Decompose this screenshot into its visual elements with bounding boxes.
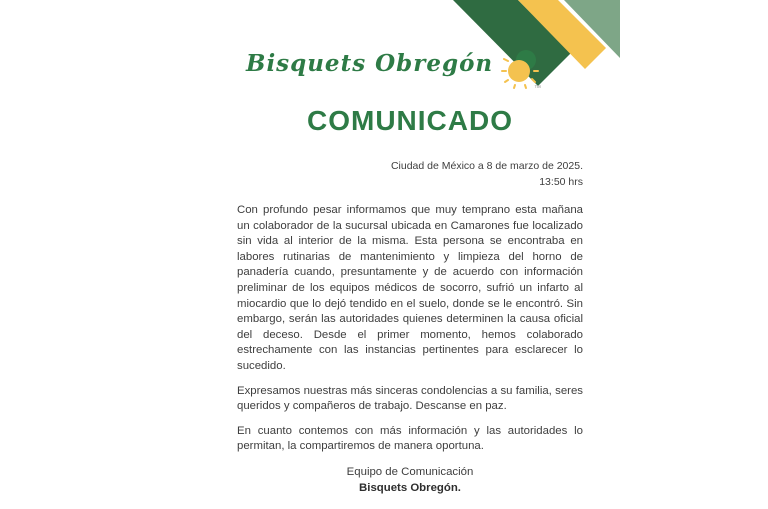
dateline-time: 13:50 hrs [539,176,583,188]
dateline-date: Ciudad de México a 8 de marzo de 2025. [390,160,583,172]
page-title: COMUNICADO [307,105,513,136]
paragraph: Con profundo pesar informamos que muy temprano esta mañana un colaborador de la sucursal ubicada en Camarones fue localizado sin vida al interior de la misma. Esta persona se encontraba en labores rutinarias de mantenimiento y limpieza del horno de panadería cuando, presuntamente y de acuerdo con información preliminar de los equipos médicos de socorro, sufrió un infarto al miocardio que lo dejó tendido en el suelo, donde se le encontró. Sin embargo, serán las autoridades quienes determinen la causa oficial del deceso. Desde el primer momento, hemos colaborado estrechamente con las instancias pertinentes para esclarecer lo sucedido. [237,204,583,372]
paragraph: Expresamos nuestras más sinceras condolencias a su familia, seres queridos y compañeros de trabajo. Descanse en paz. [237,384,583,413]
sun-crescent-icon [500,44,544,97]
body-text [237,203,583,496]
paragraph: En cuanto contemos con más información y las autoridades lo permitan, la compartiremos de manera oportuna. [237,424,583,453]
signature-role: Equipo de Comunicación [346,465,474,478]
dateline [237,158,583,190]
signature-name: Bisquets Obregón. [359,481,461,494]
brand-logo-text: Bisquets Obregón [246,50,494,77]
trademark-symbol: ™ [534,85,542,92]
signature-block [237,464,583,496]
brand-logo [246,44,544,97]
